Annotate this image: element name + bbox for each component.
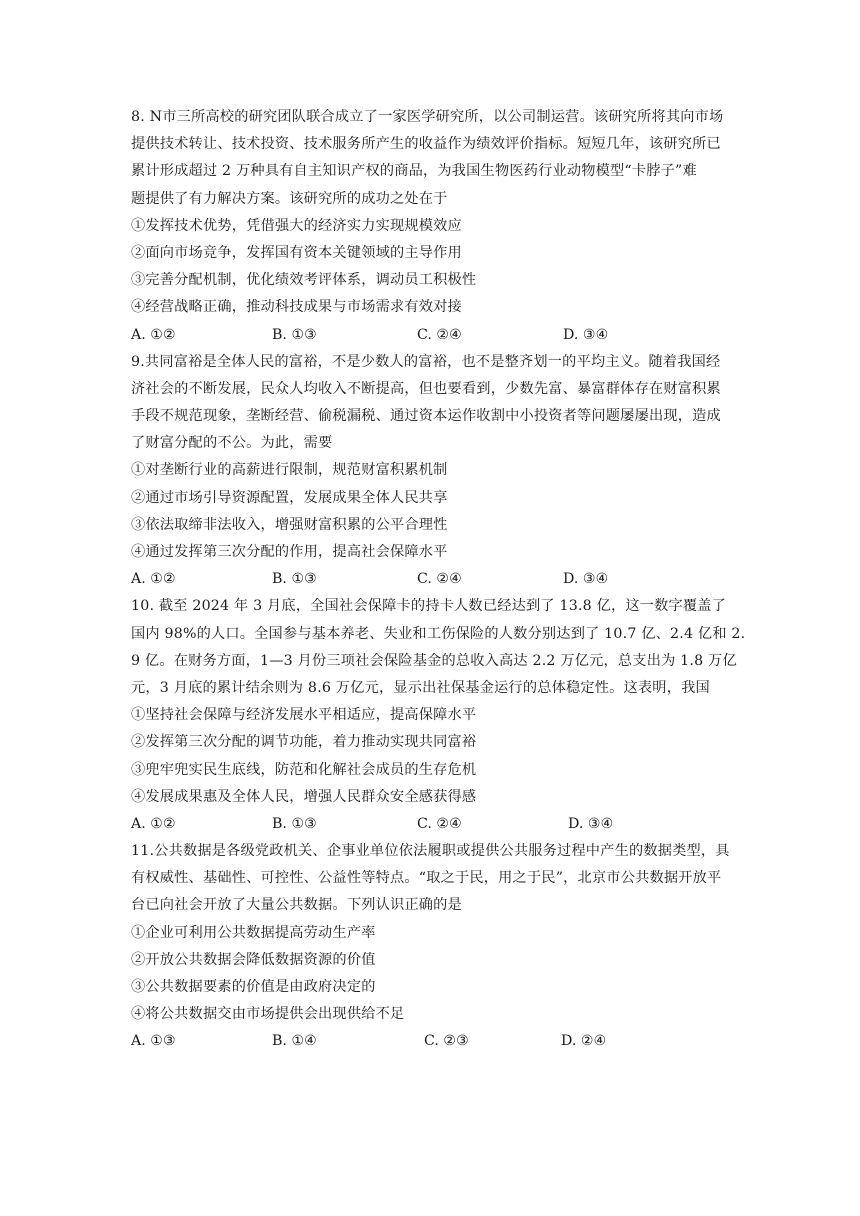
question-stem-line: 手段不规范现象，垄断经营、偷税漏税、通过资本运作收割中小投资者等问题屡屡出现，造成	[131, 408, 721, 425]
option-d: D. ②④	[561, 1033, 607, 1050]
question-stem-line: 有权威性、基础性、可控性、公益性等特点。“取之于民，用之于民”，北京市公共数据开放平	[131, 870, 722, 887]
question-stem-line: 8. N市三所高校的研究团队联合成立了一家医学研究所，以公司制运营。该研究所将其向市场	[131, 109, 724, 125]
option-b: B. ①④	[272, 1033, 317, 1050]
answer-options	[131, 1028, 731, 1055]
option-a: A. ①②	[131, 326, 176, 343]
question-9	[131, 349, 731, 594]
document-page	[131, 104, 746, 1056]
question-stem-line: 累计形成超过 2 万种具有自主知识产权的商品，为我国生物医药行业动物模型“卡脖子”难	[131, 163, 697, 180]
question-item: ②开放公共数据会降低数据资源的价值	[131, 951, 376, 968]
question-stem-line: 10. 截至 2024 年 3 月底，全国社会保障卡的持卡人数已经达到了 13.8 亿，这一数字覆盖了	[131, 598, 727, 615]
question-item: ④将公共数据交由市场提供会出现供给不足	[131, 1006, 405, 1023]
answer-options	[131, 811, 731, 838]
option-c: C. ②④	[417, 326, 462, 343]
question-10	[131, 593, 746, 838]
question-item: ②面向市场竞争，发挥国有资本关键领域的主导作用	[131, 244, 462, 261]
question-item: ②通过市场引导资源配置，发展成果全体人民共享	[131, 489, 448, 506]
question-stem-line: 济社会的不断发展，民众人均收入不断提高，但也要看到，少数先富、暴富群体存在财富积累	[131, 380, 721, 397]
answer-options	[131, 566, 731, 593]
question-item: ③公共数据要素的价值是由政府决定的	[131, 979, 376, 995]
question-11	[131, 838, 731, 1056]
question-stem-line: 题提供了有力解决方案。该研究所的成功之处在于	[131, 190, 448, 207]
option-a: A. ①③	[131, 1033, 176, 1050]
option-a: A. ①②	[131, 815, 176, 832]
option-a: A. ①②	[131, 571, 176, 588]
answer-options	[131, 322, 731, 349]
option-c: C. ②④	[417, 571, 462, 588]
question-stem-line: 9.共同富裕是全体人民的富裕，不是少数人的富裕，也不是整齐划一的平均主义。随着我国经	[131, 353, 721, 370]
question-item: ①对垄断行业的高薪进行限制，规范财富积累机制	[131, 462, 448, 479]
question-item: ①坚持社会保障与经济发展水平相适应，提高保障水平	[131, 707, 477, 724]
question-stem-line: 提供技术转让、技术投资、技术服务所产生的收益作为绩效评价指标。短短几年，该研究所已	[131, 136, 721, 153]
question-item: ③兜牢兜实民生底线，防范和化解社会成员的生存危机	[131, 761, 477, 778]
question-item: ④发展成果惠及全体人民，增强人民群众安全感获得感	[131, 788, 477, 805]
question-item: ②发挥第三次分配的调节功能，着力推动实现共同富裕	[131, 734, 477, 751]
question-8	[131, 104, 731, 349]
option-b: B. ①③	[272, 571, 317, 588]
option-c: C. ②③	[424, 1033, 469, 1050]
option-b: B. ①③	[272, 326, 317, 343]
question-stem-line: 台已向社会开放了大量公共数据。下列认识正确的是	[131, 897, 462, 914]
question-item: ③依法取缔非法收入，增强财富积累的公平合理性	[131, 516, 448, 533]
question-stem-line: 元，3 月底的累计结余则为 8.6 万亿元，显示出社保基金运行的总体稳定性。这表明，我国	[131, 679, 710, 696]
question-stem-line: 了财富分配的不公。为此，需要	[131, 435, 333, 452]
question-item: ④经营战略正确，推动科技成果与市场需求有效对接	[131, 299, 462, 316]
option-d: D. ③④	[568, 815, 614, 832]
question-item: ④通过发挥第三次分配的作用，提高社会保障水平	[131, 544, 448, 560]
option-c: C. ②④	[417, 815, 462, 832]
option-b: B. ①③	[272, 815, 317, 832]
question-item: ①企业可利用公共数据提高劳动生产率	[131, 924, 376, 941]
question-stem-line: 11.公共数据是各级党政机关、企事业单位依法履职或提供公共服务过程中产生的数据类型，具	[131, 843, 730, 860]
option-d: D. ③④	[563, 326, 609, 343]
question-item: ③完善分配机制，优化绩效考评体系，调动员工积极性	[131, 272, 477, 289]
question-item: ①发挥技术优势，凭借强大的经济实力实现规模效应	[131, 217, 462, 234]
option-d: D. ③④	[563, 571, 609, 588]
question-stem-line: 9 亿。在财务方面，1—3 月份三项社会保险基金的总收入高达 2.2 万亿元，总支出为 1.8 万亿	[131, 652, 737, 669]
question-stem-line: 国内 98%的人口。全国参与基本养老、失业和工伤保险的人数分别达到了 10.7 亿、2.4 亿和 2.	[131, 625, 746, 642]
